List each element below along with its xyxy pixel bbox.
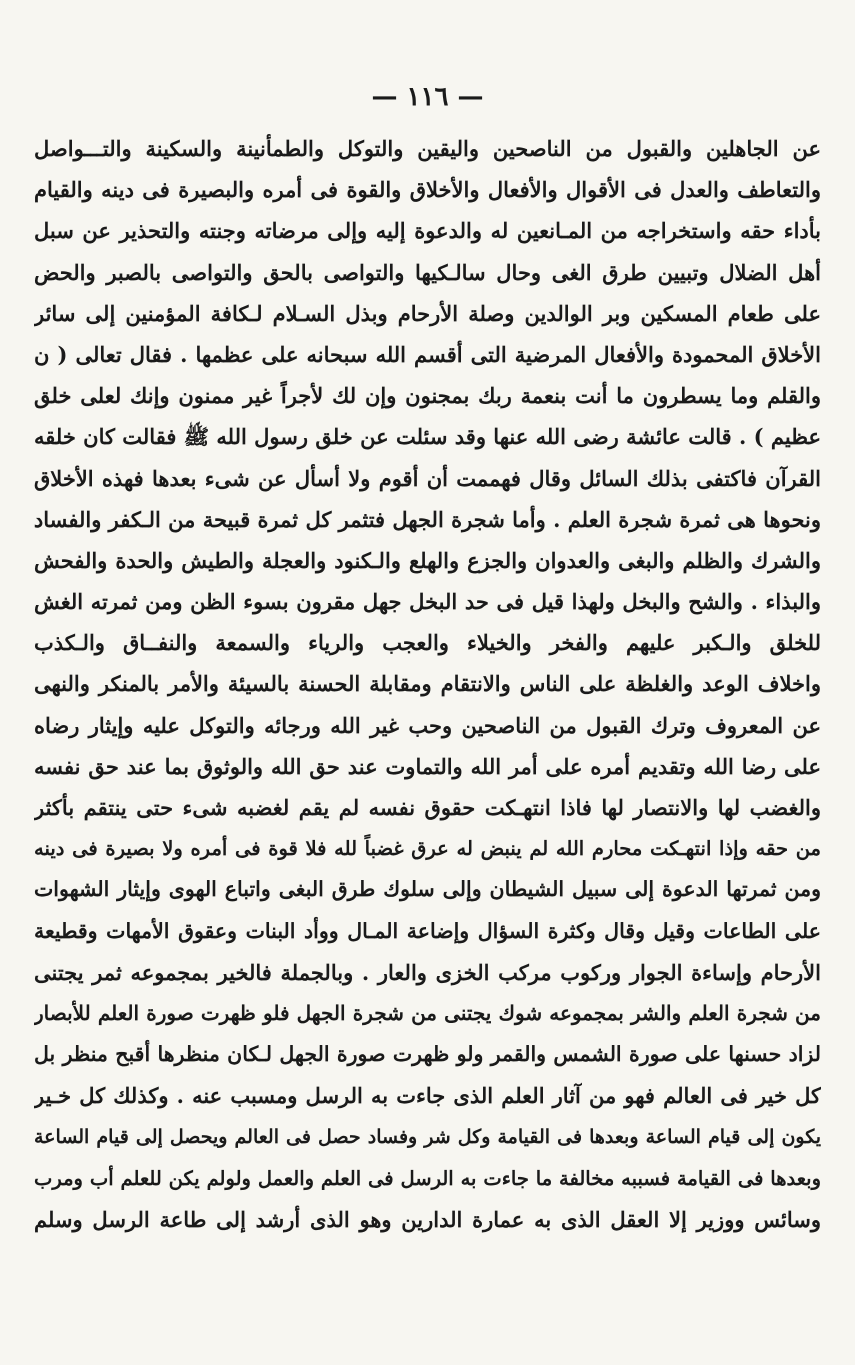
text-line: الأرحام وإساءة الجوار وركوب مركب الخزى والعار . وبالجملة فالخير بمجموعه ثمر يجتنى	[34, 959, 821, 985]
text-line: للخلق والـكبر عليهم والفخر والخيلاء والعجب والرياء والسمعة والنفــاق والـكذب	[34, 630, 821, 656]
text-line: والتعاطف والعدل فى الأقوال والأفعال والأخلاق والقوة فى أمره والبصيرة فى دينه والقيام	[34, 177, 821, 203]
text-line: على طعام المسكين وبر الوالدين وصلة الأرحام وبذل السـلام لـكافة المؤمنين إلى سائر	[34, 300, 821, 326]
text-line: وسائس ووزير إلا العقل الذى به عمارة الدارين وهو الذى أرشد إلى طاعة الرسل وسلم	[34, 1206, 821, 1232]
text-line: الأخلاق المحمودة والأفعال المرضية التى أقسم الله سبحانه على عظمها . فقال تعالى ( ن	[34, 341, 821, 367]
text-line: ومن ثمرتها الدعوة إلى سبيل الشيطان وإلى سلوك طرق البغى واتباع الهوى وإيثار الشهوات	[34, 877, 821, 902]
text-line: كل خير فى العالم فهو من آثار العلم الذى جاءت به الرسل ومسبب عنه . وكذلك كل خـير	[34, 1083, 821, 1109]
text-line: يكون إلى قيام الساعة وبعدها فى القيامة وكل شر وفساد حصل فى العالم ويحصل إلى قيام الساعة	[34, 1125, 821, 1148]
page-number: — ١١٦ —	[371, 82, 484, 112]
text-line: عن المعروف وترك القبول من الناصحين وحب غير الله ورجائه والتوكل عليه وإيثار رضاه	[34, 712, 821, 738]
text-line: والشرك والظلم والبغى والعدوان والجزع والهلع والـكنود والعجلة والطيش والحدة والفحش	[34, 547, 821, 573]
text-line: وبعدها فى القيامة فسببه مخالفة ما جاءت به الرسل فى العلم والعمل ولولم يكن للعلم أب ومرب	[34, 1166, 821, 1190]
text-line: من شجرة العلم والشر بمجموعه شوك يجتنى من شجرة الجهل فلو ظهرت صورة العلم للأبصار	[34, 1000, 821, 1025]
text-line: والقلم وما يسطرون ما أنت بنعمة ربك بمجنون وإن لك لأجراً غير ممنون وإنك لعلى خلق	[34, 383, 821, 409]
text-line: أهل الضلال وتبيين طرق الغى وحال سالـكيها والتواصى بالحق والتواصى بالصبر والحض	[34, 259, 821, 285]
text-line: والبذاء . والشح والبخل ولهذا قيل فى حد البخل جهل مقرون بسوء الظن ومن ثمرته الغش	[34, 589, 821, 615]
text-line: بأداء حقه واستخراجه من المـانعين له والدعوة إليه وإلى مرضاته وجنته والتحذير عن سبل	[34, 218, 821, 244]
text-line: عن الجاهلين والقبول من الناصحين واليقين والتوكل والطمأنينة والسكينة والتـــواصل	[34, 136, 821, 161]
text-line: واخلاف الوعد والغلظة على الناس والانتقام ومقابلة الحسنة بالسيئة والأمر بالمنكر والنهى	[34, 671, 821, 697]
text-line: على الطاعات وقيل وقال وكثرة السؤال وإضاعة المـال ووأد البنات وعقوق الأمهات وقطيعة	[34, 918, 821, 943]
text-line: عظيم ) . قالت عائشة رضى الله عنها وقد سئلت عن خلق رسول الله ﷺ فقالت كان خلقه	[34, 424, 821, 450]
text-line: والغضب لها والانتصار لها فاذا انتهـكت حقوق نفسه لم يقم لغضبه شىء حتى ينتقم بأكثر	[34, 795, 821, 820]
body-text	[34, 128, 821, 1240]
text-line: على رضا الله وتقديم أمره على أمر الله والتماوت عند حق الله والوثوق بما عند حق نفسه	[34, 753, 821, 779]
text-line: القرآن فاكتفى بذلك السائل وقال فهممت أن أقوم ولا أسأل عن شىء بعدها فهذه الأخلاق	[34, 465, 821, 491]
text-line: من حقه وإذا انتهـكت محارم الله لم ينبض له عرق غضباً لله فلا قوة فى أمره ولا بصيرة فى دينه	[34, 837, 821, 861]
text-line: لزاد حسنها على صورة الشمس والقمر ولو ظهرت صورة الجهل لـكان منظرها أقبح منظر بل	[34, 1042, 821, 1067]
text-line: ونحوها هى ثمرة شجرة العلم . وأما شجرة الجهل فتثمر كل ثمرة قبيحة من الـكفر والفساد	[34, 506, 821, 532]
